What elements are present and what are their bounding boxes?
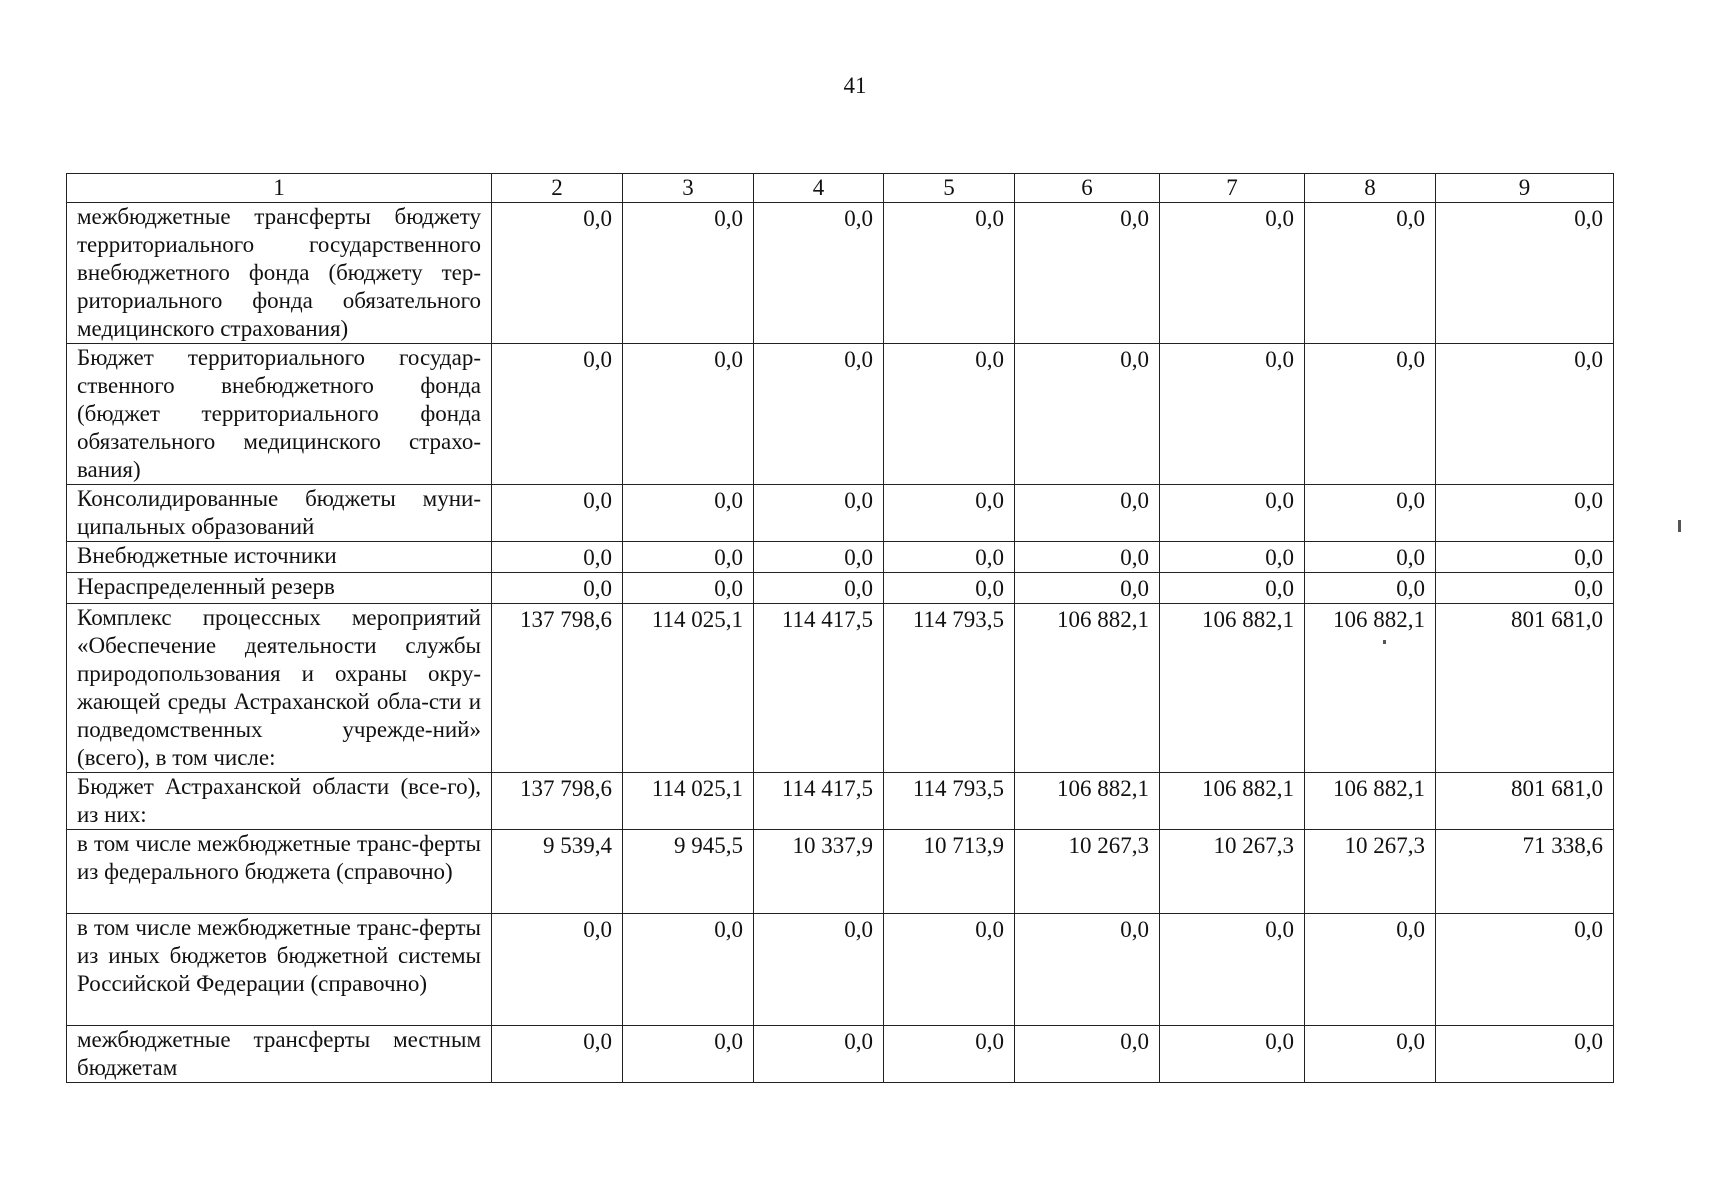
value-cell: 0,0 <box>1436 203 1614 344</box>
row-label: в том числе межбюджетные транс-ферты из федерального бюджета (справочно) <box>67 830 492 914</box>
scan-speck <box>1678 520 1681 532</box>
value-cell: 0,0 <box>1305 203 1436 344</box>
value-cell: 0,0 <box>623 344 754 485</box>
value-cell: 0,0 <box>884 203 1015 344</box>
value-cell: 0,0 <box>1305 914 1436 1026</box>
value-cell: 0,0 <box>492 542 623 573</box>
value-cell: 114 793,5 <box>884 773 1015 830</box>
value-cell: 106 882,1 <box>1160 604 1305 773</box>
value-cell: 9 945,5 <box>623 830 754 914</box>
column-header: 4 <box>754 174 884 203</box>
value-cell: 0,0 <box>1160 914 1305 1026</box>
value-cell: 0,0 <box>1015 203 1160 344</box>
row-label: межбюджетные трансферты бюджету территориального государственного внебюджетного фонда (бюджету тер-риториального фонда обязательного медицинского страхования) <box>67 203 492 344</box>
row-label: в том числе межбюджетные транс-ферты из иных бюджетов бюджетной системы Российской Федерации (справочно) <box>67 914 492 1026</box>
table-row <box>67 604 1614 773</box>
value-cell: 114 417,5 <box>754 604 884 773</box>
value-cell: 114 025,1 <box>623 604 754 773</box>
value-cell: 0,0 <box>1436 573 1614 604</box>
table-row <box>67 1026 1614 1083</box>
value-cell: 0,0 <box>1436 914 1614 1026</box>
value-cell: 0,0 <box>492 485 623 542</box>
value-cell: 0,0 <box>1160 344 1305 485</box>
value-cell: 10 267,3 <box>1160 830 1305 914</box>
value-cell: 0,0 <box>754 203 884 344</box>
value-cell: 0,0 <box>623 203 754 344</box>
value-cell: 10 267,3 <box>1305 830 1436 914</box>
row-label: Нераспределенный резерв <box>67 573 492 604</box>
value-cell: 0,0 <box>1305 1026 1436 1083</box>
value-cell: 0,0 <box>1015 1026 1160 1083</box>
value-cell: 0,0 <box>1015 485 1160 542</box>
value-cell: 0,0 <box>1160 542 1305 573</box>
value-cell: 10 337,9 <box>754 830 884 914</box>
row-label: Комплекс процессных мероприятий «Обеспечение деятельности службы природопользования и охраны окру-жающей среды Астраханской обла-сти и подведомственных учрежде-ний» (всего), в том числе: <box>67 604 492 773</box>
row-label: межбюджетные трансферты местным бюджетам <box>67 1026 492 1083</box>
table-row <box>67 914 1614 1026</box>
value-cell: 0,0 <box>754 573 884 604</box>
value-cell: 0,0 <box>1160 573 1305 604</box>
column-header: 3 <box>623 174 754 203</box>
value-cell: 0,0 <box>754 485 884 542</box>
budget-table <box>66 173 1614 1083</box>
value-cell: 0,0 <box>754 542 884 573</box>
value-cell: 0,0 <box>623 1026 754 1083</box>
value-cell: 0,0 <box>1160 1026 1305 1083</box>
value-cell: 0,0 <box>1436 542 1614 573</box>
value-cell: 0,0 <box>492 573 623 604</box>
value-cell: 0,0 <box>623 542 754 573</box>
value-cell: 106 882,1 <box>1015 604 1160 773</box>
value-cell: 801 681,0 <box>1436 773 1614 830</box>
value-cell: 106 882,1 <box>1015 773 1160 830</box>
value-cell: 0,0 <box>1160 485 1305 542</box>
value-cell: 0,0 <box>884 485 1015 542</box>
value-cell: 114 025,1 <box>623 773 754 830</box>
value-cell: 0,0 <box>492 1026 623 1083</box>
value-cell: 106 882,1 <box>1305 773 1436 830</box>
value-cell: 71 338,6 <box>1436 830 1614 914</box>
column-header: 8 <box>1305 174 1436 203</box>
value-cell: 0,0 <box>1305 485 1436 542</box>
row-label: Бюджет Астраханской области (все-го), из них: <box>67 773 492 830</box>
value-cell: 0,0 <box>884 344 1015 485</box>
table-row <box>67 485 1614 542</box>
column-header: 6 <box>1015 174 1160 203</box>
value-cell: 114 417,5 <box>754 773 884 830</box>
value-cell: 0,0 <box>754 914 884 1026</box>
column-header: 2 <box>492 174 623 203</box>
table-row <box>67 203 1614 344</box>
value-cell: 0,0 <box>1436 344 1614 485</box>
value-cell: 0,0 <box>884 914 1015 1026</box>
value-cell: 0,0 <box>1436 485 1614 542</box>
value-cell: 106 882,1 <box>1305 604 1436 773</box>
column-header: 1 <box>67 174 492 203</box>
value-cell: 10 267,3 <box>1015 830 1160 914</box>
table-row <box>67 573 1614 604</box>
value-cell: 114 793,5 <box>884 604 1015 773</box>
header-row <box>67 174 1614 203</box>
value-cell: 0,0 <box>623 573 754 604</box>
value-cell: 0,0 <box>492 203 623 344</box>
row-label: Внебюджетные источники <box>67 542 492 573</box>
value-cell: 0,0 <box>1015 573 1160 604</box>
column-header: 9 <box>1436 174 1614 203</box>
value-cell: 0,0 <box>884 542 1015 573</box>
scan-speck <box>1383 640 1386 644</box>
value-cell: 0,0 <box>492 344 623 485</box>
table-row <box>67 344 1614 485</box>
value-cell: 0,0 <box>492 914 623 1026</box>
row-label: Консолидированные бюджеты муни-ципальных образований <box>67 485 492 542</box>
table-row <box>67 830 1614 914</box>
value-cell: 0,0 <box>884 1026 1015 1083</box>
value-cell: 9 539,4 <box>492 830 623 914</box>
value-cell: 0,0 <box>1436 1026 1614 1083</box>
value-cell: 0,0 <box>1015 914 1160 1026</box>
value-cell: 0,0 <box>623 914 754 1026</box>
value-cell: 0,0 <box>1305 542 1436 573</box>
row-label: Бюджет территориального государ-ственного внебюджетного фонда (бюджет территориального фонда обязательного медицинского страхо-вания) <box>67 344 492 485</box>
table-row <box>67 542 1614 573</box>
value-cell: 10 713,9 <box>884 830 1015 914</box>
value-cell: 801 681,0 <box>1436 604 1614 773</box>
value-cell: 0,0 <box>1015 542 1160 573</box>
page-number: 41 <box>843 73 867 98</box>
column-header: 5 <box>884 174 1015 203</box>
value-cell: 106 882,1 <box>1160 773 1305 830</box>
value-cell: 0,0 <box>754 1026 884 1083</box>
value-cell: 137 798,6 <box>492 604 623 773</box>
value-cell: 0,0 <box>1160 203 1305 344</box>
value-cell: 0,0 <box>623 485 754 542</box>
value-cell: 0,0 <box>884 573 1015 604</box>
table-row <box>67 773 1614 830</box>
value-cell: 137 798,6 <box>492 773 623 830</box>
value-cell: 0,0 <box>1305 344 1436 485</box>
column-header: 7 <box>1160 174 1305 203</box>
value-cell: 0,0 <box>1305 573 1436 604</box>
value-cell: 0,0 <box>1015 344 1160 485</box>
value-cell: 0,0 <box>754 344 884 485</box>
